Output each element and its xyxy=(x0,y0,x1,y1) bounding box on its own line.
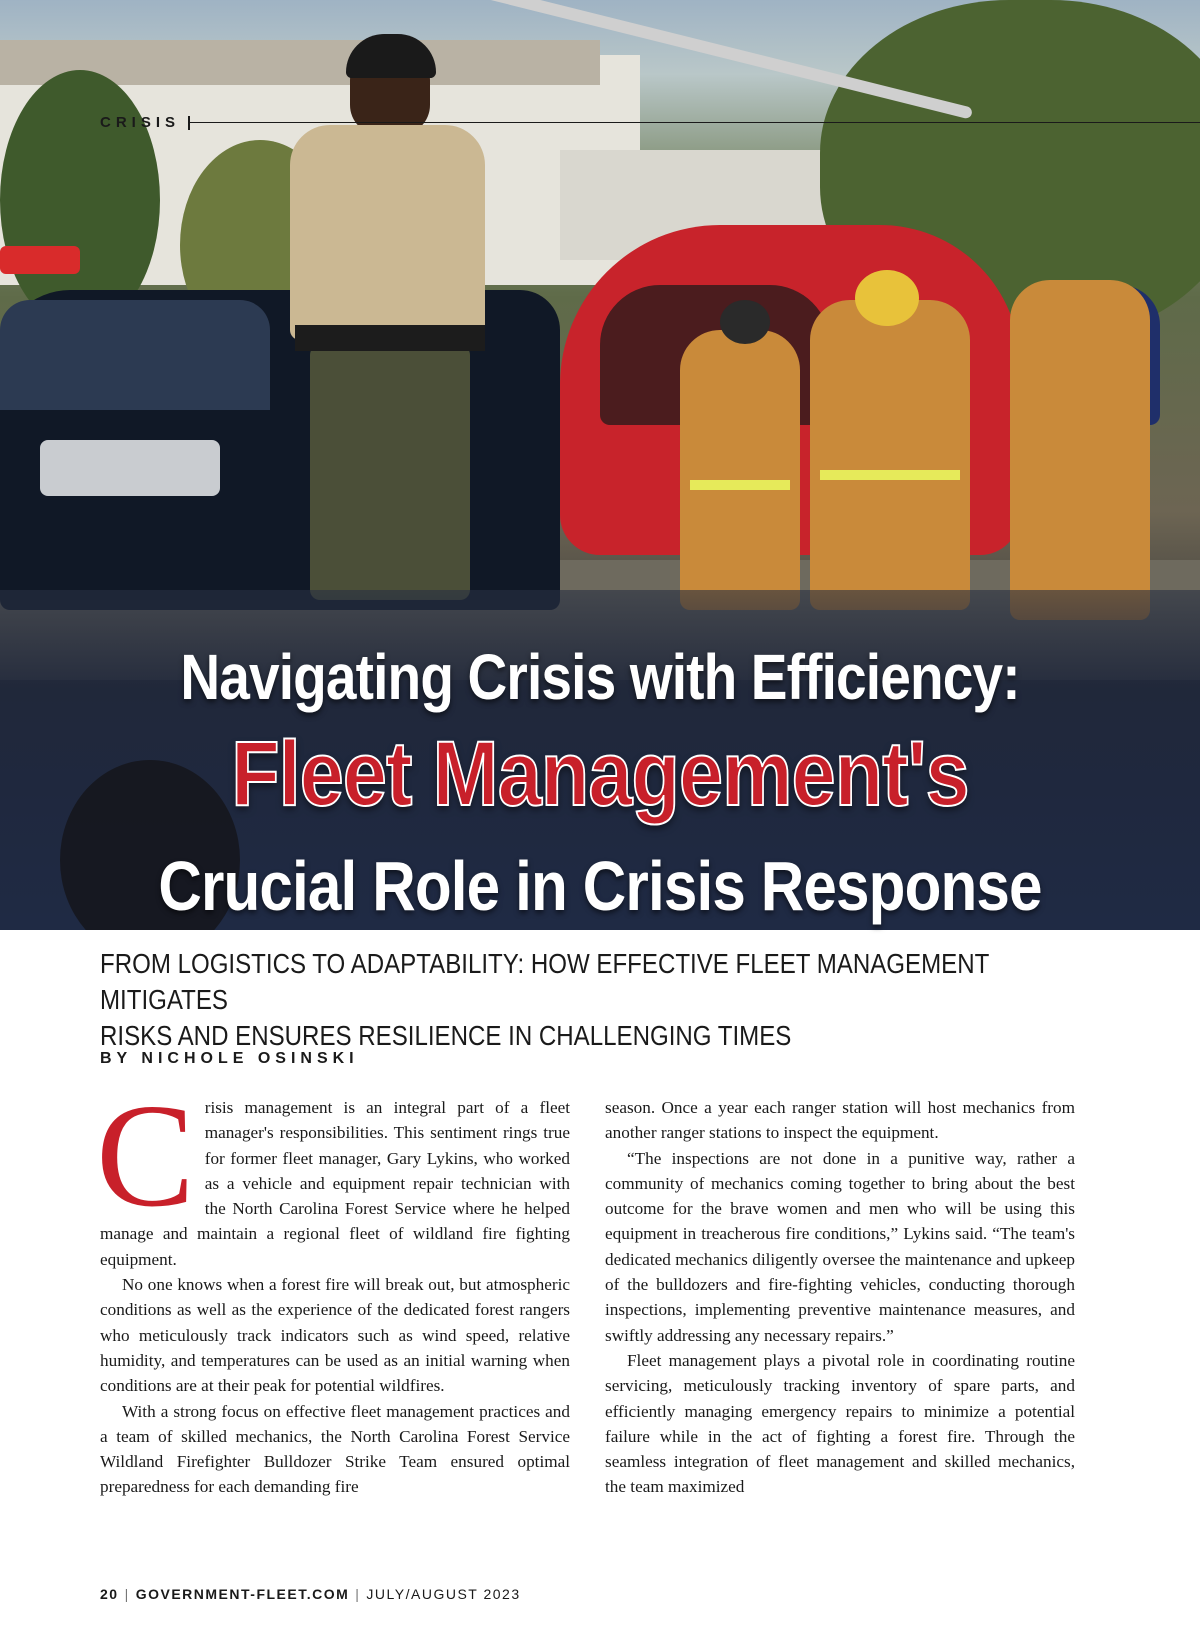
headline-line-3: Crucial Role in Crisis Response xyxy=(158,847,1042,925)
body-paragraph xyxy=(96,1074,570,1272)
photo-helmet xyxy=(855,270,919,326)
photo-reflective-stripe xyxy=(820,470,960,480)
body-column-2 xyxy=(605,1095,1075,1500)
headline-line-1: Navigating Crisis with Efficiency: xyxy=(180,641,1020,713)
section-label-text: CRISIS xyxy=(100,114,181,131)
footer-separator: | xyxy=(124,1586,130,1602)
photo-reflective-stripe xyxy=(690,480,790,490)
photo-helmet xyxy=(720,300,770,344)
body-paragraph-text: risis management is an integral part of a fleet manager's responsibilities. This sentiment rings true for former fleet manager, Gary Lykins, who worked as a vehicle and equipment repair technician with the North Carolina Forest Service where he helped manage and maintain a regional fleet of wildland fire fighting equipment. xyxy=(100,1098,570,1269)
footer-separator: | xyxy=(355,1586,361,1602)
body-paragraph: With a strong focus on effective fleet management practices and a team of skilled mechanics, the North Carolina Forest Service Wildland Firefighter Bulldozer Strike Team ensured optimal preparedness for each demanding fire xyxy=(100,1401,570,1497)
photo-officer xyxy=(270,40,500,600)
footer-issue: JULY/AUGUST 2023 xyxy=(366,1586,521,1602)
body-paragraph: No one knows when a forest fire will break out, but atmospheric conditions as well as the experience of the dedicated forest rangers who meticulously track indicators such as wind speed, relative humidity, and temperatures can be used as an initial warning when conditions are at their peak for potential wildfires. xyxy=(100,1275,570,1396)
section-rule xyxy=(190,122,1200,123)
body-column-1 xyxy=(96,1074,570,1500)
photo-firefighter xyxy=(1010,280,1150,620)
drop-cap: C xyxy=(96,1074,195,1238)
deck-line-1: FROM LOGISTICS TO ADAPTABILITY: HOW EFFECTIVE FLEET MANAGEMENT MITIGATES xyxy=(100,948,989,1015)
deck-line-2: RISKS AND ENSURES RESILIENCE IN CHALLENGING TIMES xyxy=(100,1020,792,1051)
photo-car-window xyxy=(0,300,270,410)
byline: BY NICHOLE OSINSKI xyxy=(100,1050,359,1067)
section-label xyxy=(100,114,190,131)
photo-firefighter xyxy=(680,330,800,610)
photo-headlight xyxy=(40,440,220,496)
photo-light-bar xyxy=(0,246,80,274)
footer-site: GOVERNMENT-FLEET.COM xyxy=(135,1586,350,1602)
photo-firefighter xyxy=(810,300,970,610)
headline-line-2: Fleet Management's xyxy=(231,723,969,825)
page-footer xyxy=(100,1586,521,1602)
body-paragraph: “The inspections are not done in a punitive way, rather a community of mechanics coming together to bring about the best outcome for the brave women and men who will be using this equipment in treacherous fire conditions,” Lykins said. “The team's dedicated mechanics diligently oversee the maintenance and upkeep of the bulldozers and fire-fighting vehicles, conducting thorough inspections, implementing preventive maintenance measures, and swiftly addressing any necessary repairs.” xyxy=(605,1148,1075,1345)
deck xyxy=(100,946,1098,1054)
body-paragraph: Fleet management plays a pivotal role in coordinating routine servicing, meticulously tracking inventory of spare parts, and efficiently managing emergency repairs to minimize a potential failure while in the act of fighting a forest fire. Through the seamless integration of fleet management and skilled mechanics, the team maximized xyxy=(605,1350,1075,1497)
body-paragraph: season. Once a year each ranger station will host mechanics from another ranger stations to inspect the equipment. xyxy=(605,1098,1075,1143)
page-number: 20 xyxy=(100,1586,119,1602)
